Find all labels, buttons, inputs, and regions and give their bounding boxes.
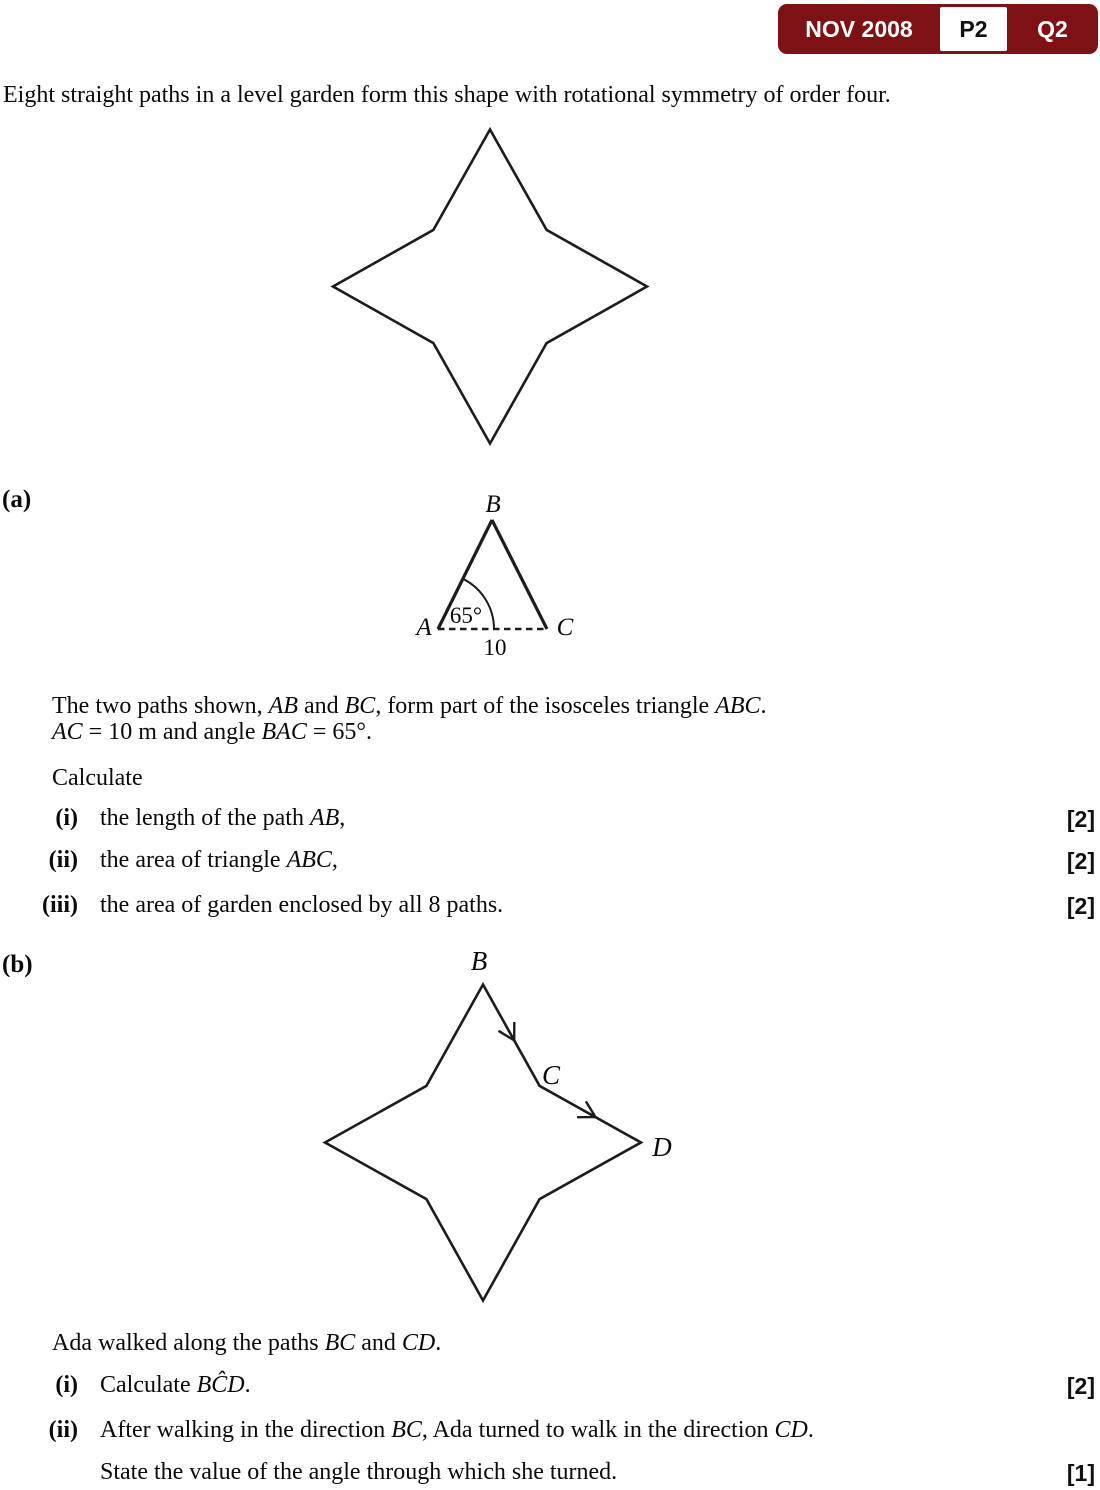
vertex-d-label: D bbox=[652, 1132, 672, 1162]
item-label: (ii) bbox=[48, 847, 78, 873]
base-10-label: 10 bbox=[483, 635, 507, 660]
badge-session-label: NOV 2008 bbox=[805, 15, 913, 42]
item-marks: [2] bbox=[1066, 848, 1095, 874]
part-b-lead: Ada walked along the paths BC and CD. bbox=[52, 1330, 442, 1356]
item-label: (ii) bbox=[48, 1417, 78, 1443]
item-label: (iii) bbox=[42, 892, 78, 918]
part-a-desc-line2: AC = 10 m and angle BAC = 65°. bbox=[52, 719, 372, 745]
vertex-c-label: C bbox=[541, 1060, 561, 1090]
vertex-b-label: B bbox=[485, 491, 501, 518]
star-outline bbox=[333, 130, 647, 444]
item-marks: [2] bbox=[1066, 1373, 1095, 1399]
triangle-abc-diagram bbox=[410, 491, 600, 670]
intro-text: Eight straight paths in a level garden form this shape with rotational symmetry of order four. bbox=[3, 82, 891, 108]
item-marks: [1] bbox=[1066, 1460, 1095, 1486]
item-label: (i) bbox=[55, 1372, 78, 1398]
item-text: the area of garden enclosed by all 8 paths. bbox=[100, 892, 504, 918]
item-label: (i) bbox=[55, 805, 78, 831]
angle-65-label: 65° bbox=[449, 603, 483, 628]
badge-question-label: Q2 bbox=[1037, 15, 1068, 42]
calculate-heading: Calculate bbox=[52, 765, 143, 791]
part-a-item-ii bbox=[0, 847, 1100, 877]
vertex-b-label: B bbox=[470, 946, 488, 976]
part-a-item-iii bbox=[0, 892, 1100, 922]
part-b-item-ii bbox=[0, 1417, 1100, 1447]
garden-star-diagram bbox=[320, 116, 660, 458]
item-text: After walking in the direction BC, Ada turned to walk in the direction CD. bbox=[100, 1417, 814, 1443]
item-text: State the value of the angle through which she turned. bbox=[100, 1459, 618, 1485]
part-a-item-i bbox=[0, 805, 1100, 835]
badge-paper-label: P2 bbox=[940, 7, 1007, 51]
walk-star-diagram bbox=[295, 945, 685, 1345]
part-b-item-i bbox=[0, 1372, 1100, 1402]
item-marks: [2] bbox=[1066, 806, 1095, 832]
vertex-c-label: C bbox=[556, 614, 574, 641]
item-marks: [2] bbox=[1066, 893, 1095, 919]
part-a-description bbox=[52, 693, 767, 745]
question-badge bbox=[778, 4, 1098, 54]
item-text: the area of triangle ABC, bbox=[100, 847, 338, 873]
item-text: Calculate BĈD. bbox=[100, 1372, 251, 1398]
item-text: the length of the path AB, bbox=[100, 805, 346, 831]
part-a-desc-line1: The two paths shown, AB and BC, form part of the isosceles triangle ABC. bbox=[52, 693, 767, 719]
part-b-item-ii-line2 bbox=[0, 1459, 1100, 1489]
vertex-a-label: A bbox=[416, 614, 432, 641]
part-a-label: (a) bbox=[2, 486, 32, 513]
star-outline bbox=[325, 985, 641, 1301]
part-b-label: (b) bbox=[2, 951, 33, 978]
path-bc-line bbox=[492, 520, 547, 629]
